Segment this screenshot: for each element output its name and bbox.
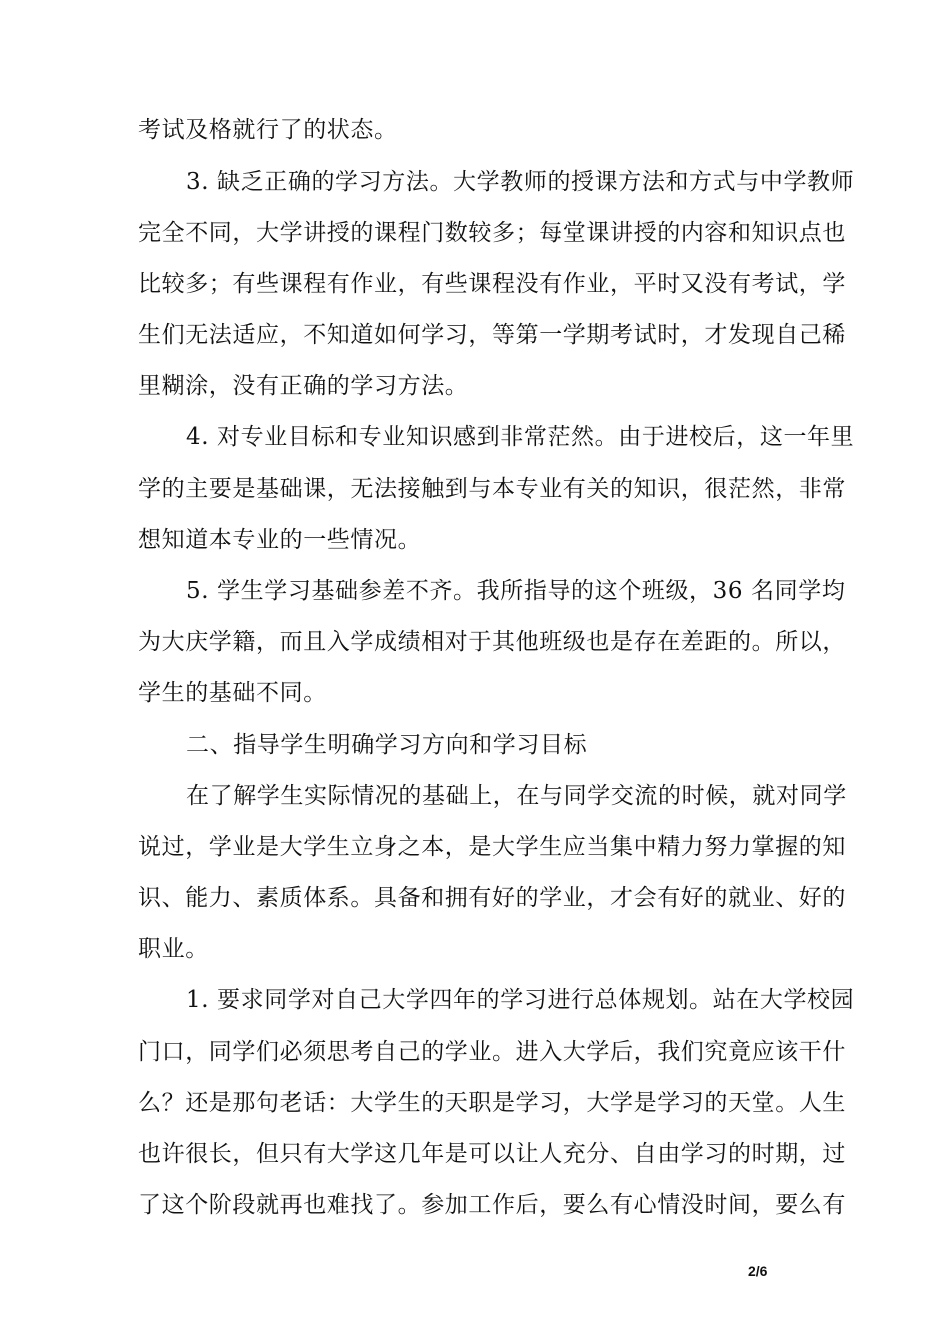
page-number: 2/6 <box>748 1263 768 1279</box>
text-line: 识、能力、素质体系。具备和拥有好的学业，才会有好的就业、好的 <box>138 885 846 911</box>
text-line: 么？还是那句老话：大学生的天职是学习，大学是学习的天堂。人生 <box>138 1090 846 1116</box>
text-line: 生们无法适应，不知道如何学习，等第一学期考试时，才发现自己稀 <box>138 322 846 348</box>
text-line: 想知道本专业的一些情况。 <box>138 527 422 553</box>
text-line: 考试及格就行了的状态。 <box>138 117 398 143</box>
text-line: 1. 要求同学对自己大学四年的学习进行总体规划。站在大学校园 <box>186 987 855 1013</box>
text-line: 5. 学生学习基础参差不齐。我所指导的这个班级，36 名同学均 <box>186 578 846 604</box>
text-line: 比较多；有些课程有作业，有些课程没有作业，平时又没有考试，学 <box>138 271 846 297</box>
text-line: 说过，学业是大学生立身之本，是大学生应当集中精力努力掌握的知 <box>138 834 846 860</box>
text-line: 了这个阶段就再也难找了。参加工作后，要么有心情没时间，要么有 <box>138 1192 846 1218</box>
text-line: 也许很长，但只有大学这几年是可以让人充分、自由学习的时期，过 <box>138 1141 846 1167</box>
text-line: 职业。 <box>138 936 209 962</box>
text-line: 里糊涂，没有正确的学习方法。 <box>138 373 469 399</box>
text-line: 在了解学生实际情况的基础上，在与同学交流的时候，就对同学 <box>186 783 847 809</box>
text-line: 完全不同，大学讲授的课程门数较多；每堂课讲授的内容和知识点也 <box>138 220 846 246</box>
section-heading: 二、指导学生明确学习方向和学习目标 <box>186 732 588 758</box>
text-line: 3. 缺乏正确的学习方法。大学教师的授课方法和方式与中学教师 <box>186 169 855 195</box>
text-line: 学生的基础不同。 <box>138 680 327 706</box>
text-line: 为大庆学籍，而且入学成绩相对于其他班级也是存在差距的。所以， <box>138 629 846 655</box>
text-line: 4. 对专业目标和专业知识感到非常茫然。由于进校后，这一年里 <box>186 424 855 450</box>
text-line: 学的主要是基础课，无法接触到与本专业有关的知识，很茫然，非常 <box>138 476 846 502</box>
text-line: 门口，同学们必须思考自己的学业。进入大学后，我们究竟应该干什 <box>138 1039 846 1065</box>
